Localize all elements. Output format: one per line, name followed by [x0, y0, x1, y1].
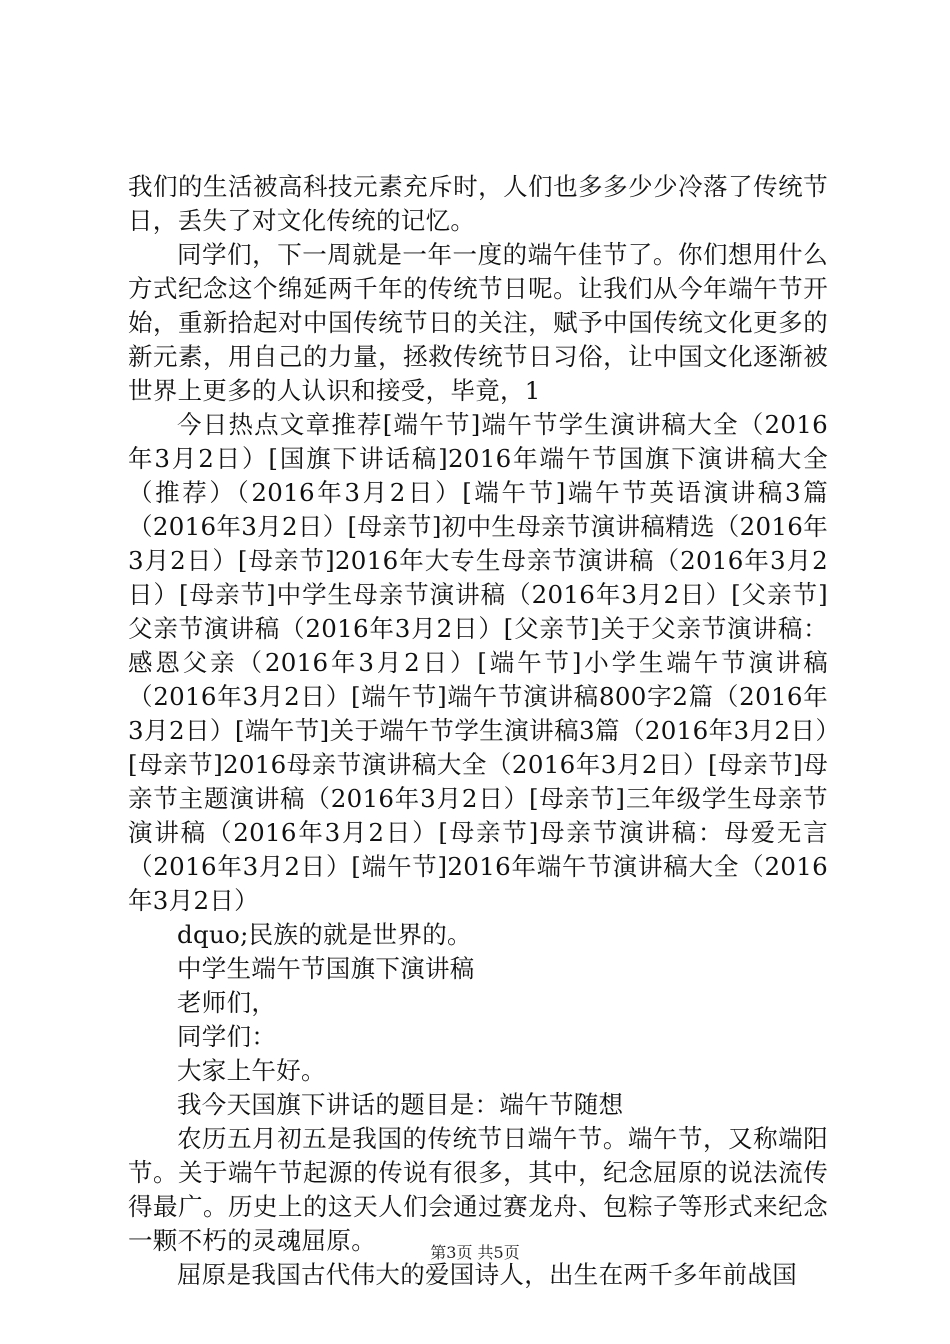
paragraph: 今日热点文章推荐[端午节]端午节学生演讲稿大全（2016年3月2日）[国旗下讲话稿]2016年端午节国旗下演讲稿大全（推荐）（2016年3月2日）[端午节]端午节英语演讲稿3篇（2016年3月2日）[母亲节]初中生母亲节演讲稿精选（2016年3月2日）[母亲节]2016年大专生母亲节演讲稿（2016年3月2日）[母亲节]中学生母亲节演讲稿（2016年3月2日）[父亲节]父亲节演讲稿（2016年3月2日）[父亲节]关于父亲节演讲稿：感恩父亲（2016年3月2日）[端午节]小学生端午节演讲稿（2016年3月2日）[端午节]端午节演讲稿800字2篇（2016年3月2日）[端午节]关于端午节学生演讲稿3篇（2016年3月2日）[母亲节]2016母亲节演讲稿大全（2016年3月2日）[母亲节]母亲节主题演讲稿（2016年3月2日）[母亲节]三年级学生母亲节演讲稿（2016年3月2日）[母亲节]母亲节演讲稿：母爱无言（2016年3月2日）[端午节]2016年端午节演讲稿大全（2016年3月2日）	[128, 410, 828, 915]
paragraph: 我们的生活被高科技元素充斥时，人们也多多少少冷落了传统节日，丢失了对文化传统的记忆。	[128, 172, 828, 235]
paragraph: 屈原是我国古代伟大的爱国诗人，出生在两千多年前战国	[177, 1260, 797, 1289]
paragraph: 大家上午好。	[177, 1056, 326, 1085]
paragraph: 农历五月初五是我国的传统节日端午节。端午节，又称端阳节。关于端午节起源的传说有很多，其中，纪念屈原的说法流传得最广。历史上的这天人们会通过赛龙舟、包粽子等形式来纪念一颗不朽的灵魂屈原。	[128, 1124, 828, 1255]
paragraph: 同学们：	[177, 1022, 277, 1051]
paragraph: dquo;民族的就是世界的。	[177, 920, 472, 949]
paragraph: 老师们，	[177, 988, 277, 1017]
paragraph: 我今天国旗下讲话的题目是：端午节随想	[177, 1090, 624, 1119]
page-number-footer: 第3页 共5页	[430, 1243, 520, 1262]
paragraph: 同学们，下一周就是一年一度的端午佳节了。你们想用什么方式纪念这个绵延两千年的传统节日呢。让我们从今年端午节开始，重新拾起对中国传统节日的关注，赋予中国传统文化更多的新元素，用自己的力量，拯救传统节日习俗，让中国文化逐渐被世界上更多的人认识和接受，毕竟，1	[128, 240, 828, 405]
document-body	[128, 170, 828, 1292]
paragraph: 中学生端午节国旗下演讲稿	[177, 954, 475, 983]
